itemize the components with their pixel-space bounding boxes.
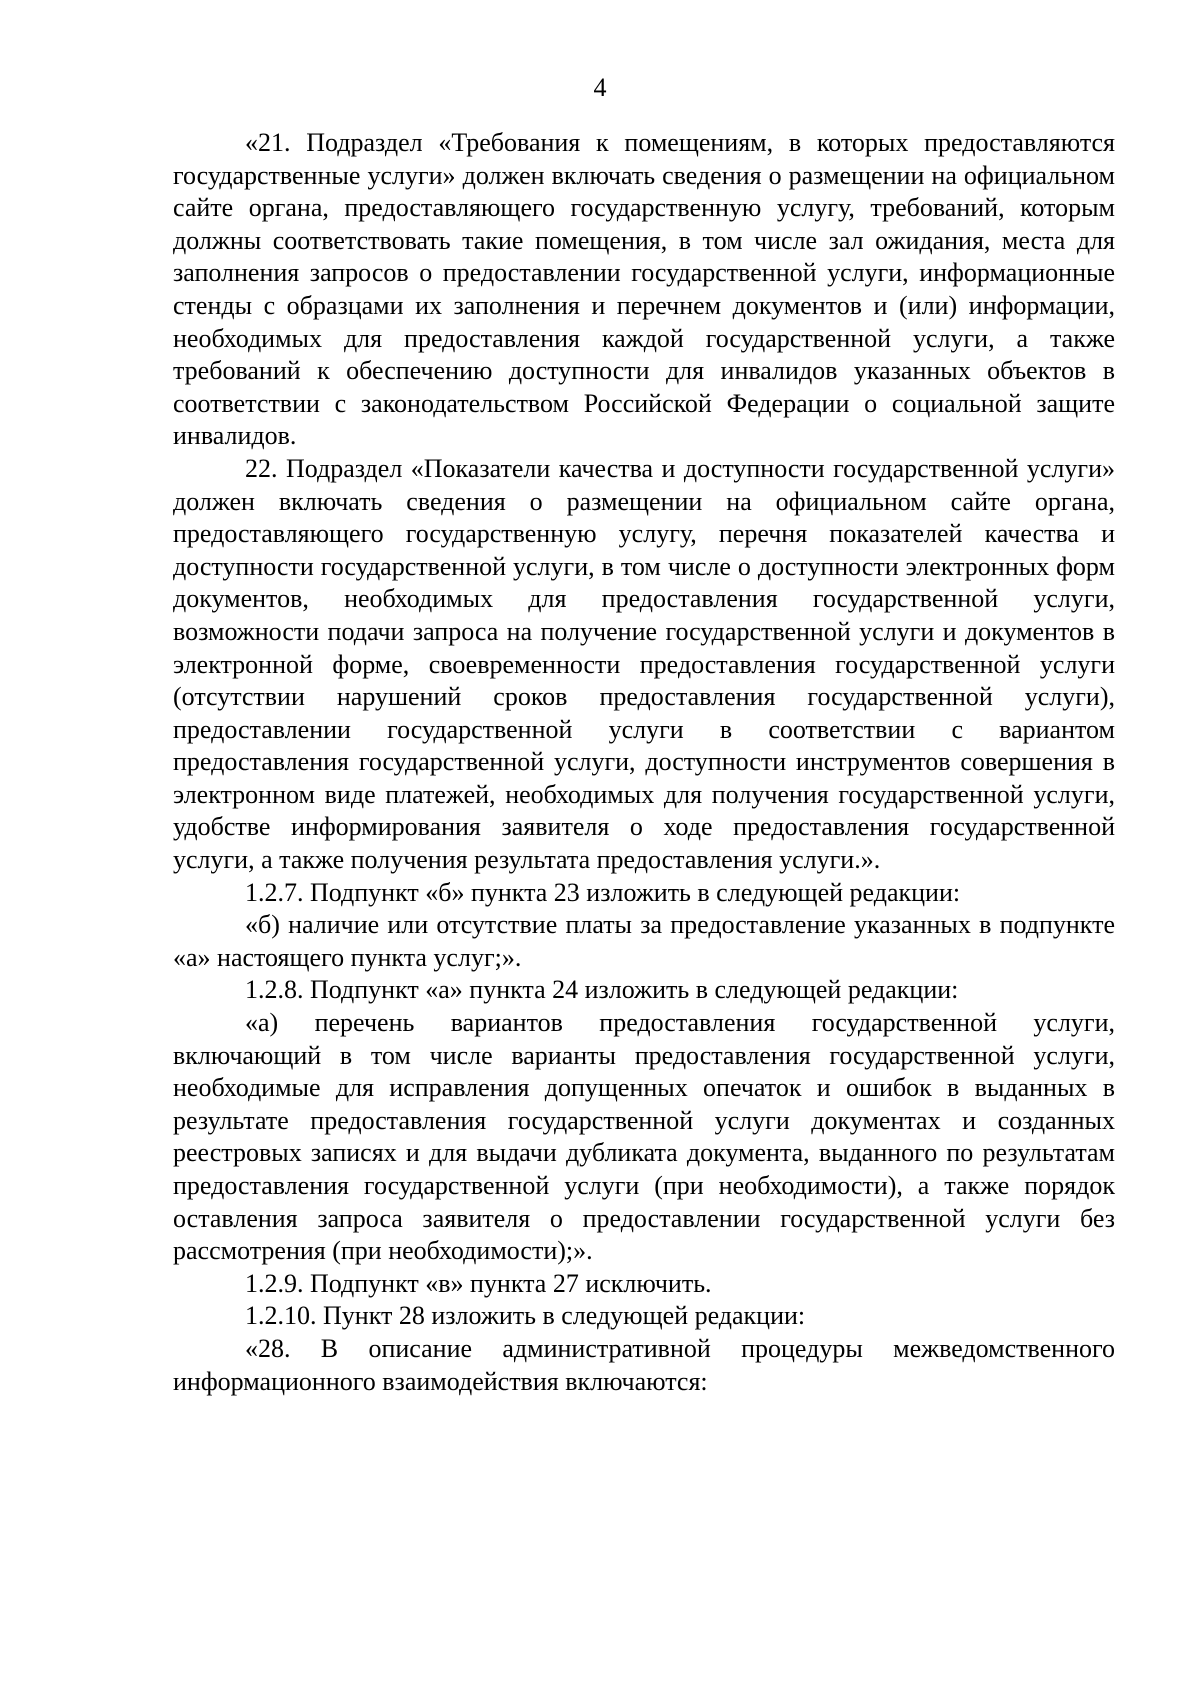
paragraph-subitem-b: «б) наличие или отсутствие платы за предоставление указанных в подпункте «а» настоящего пункта услуг;». <box>173 910 1115 972</box>
paragraph-subitem-a: «а) перечень вариантов предоставления государственной услуги, включающий в том числе варианты предоставления государственной услуги, необходимые для исправления допущенных опечаток и ошибок в выданных в результате предоставления государственной услуги документах и созданных реестровых записях и для выдачи дубликата документа, выданного по результатам предоставления государственной услуги (при необходимости), а также порядок оставления запроса заявителя о предоставлении государственной услуги без рассмотрения (при необходимости);». <box>173 1008 1115 1266</box>
paragraph-21: «21. Подраздел «Требования к помещениям, в которых предоставляются государственные услуги» должен включать сведения о размещении на официальном сайте органа, предоставляющего государственную услугу, требований, которым должны соответствовать такие помещения, в том числе зал ожидания, места для заполнения запросов о предоставлении государственной услуги, информационные стенды с образцами их заполнения и перечнем документов и (или) информации, необходимых для предоставления каждой государственной услуги, а также требований к обеспечению доступности для инвалидов указанных объектов в соответствии с законодательством Российской Федерации о социальной защите инвалидов. <box>173 128 1115 451</box>
paragraph-22: 22. Подраздел «Показатели качества и доступности государственной услуги» должен включать сведения о размещении на официальном сайте органа, предоставляющего государственную услугу, перечня показателей качества и доступности государственной услуги, в том числе о доступности электронных форм документов, необходимых для предоставления государственной услуги, возможности подачи запроса на получение государственной услуги и документов в электронной форме, своевременности предоставления государственной услуги (отсутствии нарушений сроков предоставления государственной услуги), предоставлении государственной услуги в соответствии с вариантом предоставления государственной услуги, доступности инструментов совершения в электронном виде платежей, необходимых для получения государственной услуги, удобстве информирования заявителя о ходе предоставления государственной услуги, а также получения результата предоставления услуги.». <box>173 453 1115 875</box>
paragraph-1-2-7: 1.2.7. Подпункт «б» пункта 23 изложить в следующей редакции: <box>245 877 961 907</box>
paragraph-1-2-8: 1.2.8. Подпункт «а» пункта 24 изложить в следующей редакции: <box>245 975 959 1005</box>
paragraph-1-2-10: 1.2.10. Пункт 28 изложить в следующей редакции: <box>245 1301 806 1331</box>
paragraph-1-2-9: 1.2.9. Подпункт «в» пункта 27 исключить. <box>245 1268 712 1298</box>
paragraph-28: «28. В описание административной процедуры межведомственного информационного взаимодействия включаются: <box>173 1333 1115 1396</box>
document-body <box>173 127 1115 1398</box>
page-number: 4 <box>593 73 607 102</box>
